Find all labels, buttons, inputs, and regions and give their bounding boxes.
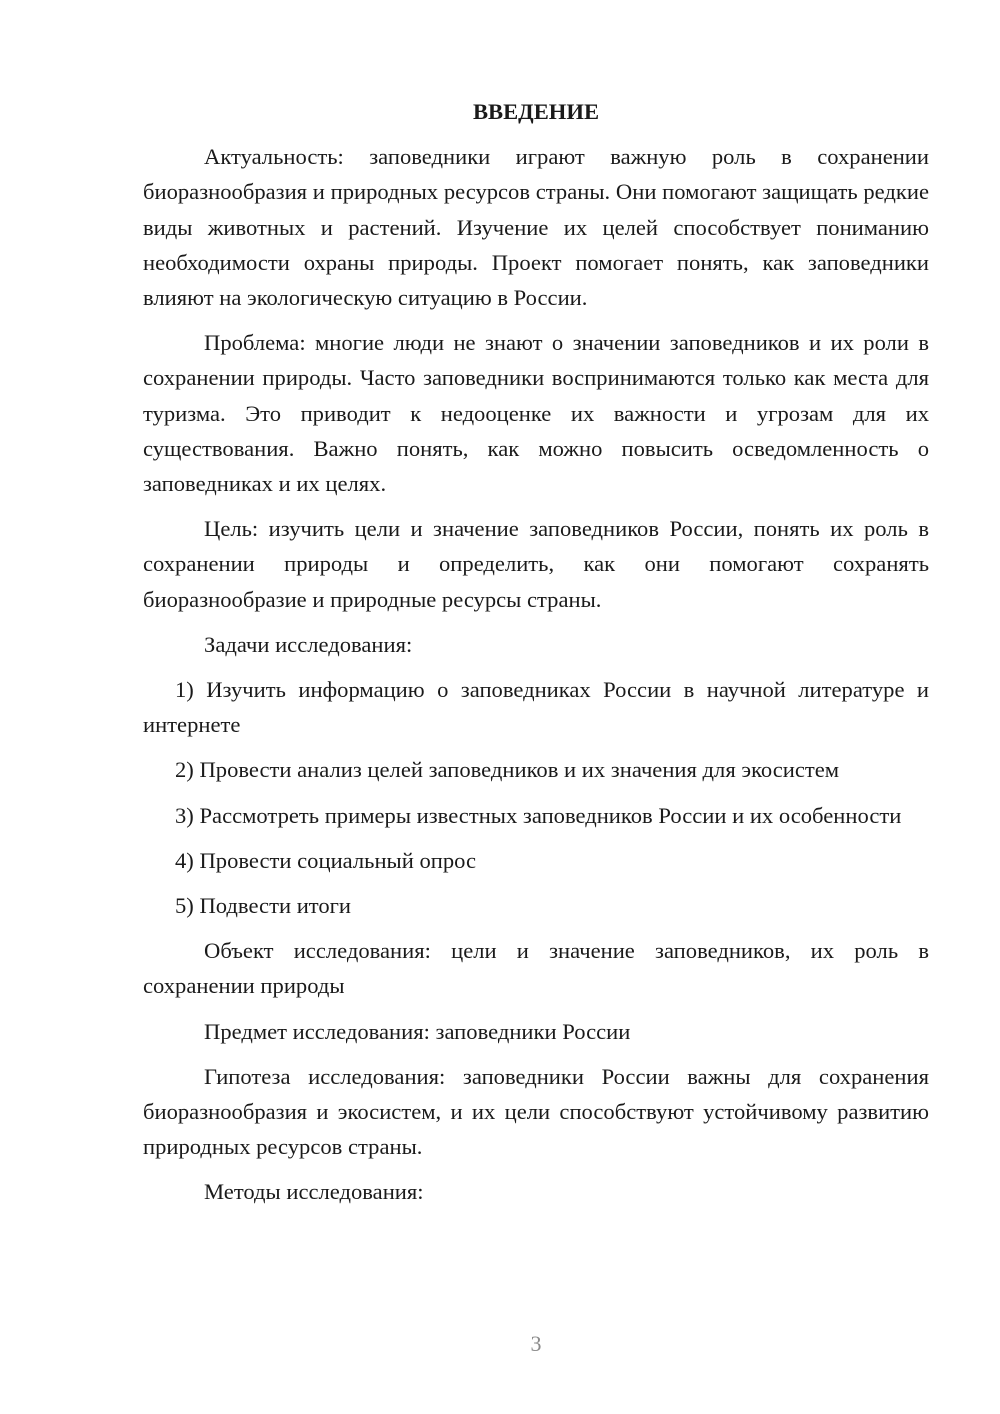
subject-paragraph: Предмет исследования: заповедники России (204, 1018, 631, 1044)
task-item-1: 1) Изучить информацию о заповедниках России в научной литературе и интернете (143, 677, 929, 738)
task-item-2: 2) Провести анализ целей заповедников и их значения для экосистем (175, 757, 840, 783)
object-paragraph: Объект исследования: цели и значение заповедников, их роль в сохранении природы (143, 938, 929, 999)
hypothesis-paragraph: Гипотеза исследования: заповедники России важны для сохранения биоразнообразия и экосистем, и их цели способствуют устойчивому развитию природных ресурсов страны. (143, 1063, 929, 1160)
relevance-paragraph: Актуальность: заповедники играют важную роль в сохранении биоразнообразия и природных ресурсов страны. Они помогают защищать редкие виды животных и растений. Изучение их целей способствует пониманию необходимости охраны природы. Проект помогает понять, как заповедники влияют на экологическую ситуацию в России. (143, 144, 929, 311)
goal-paragraph: Цель: изучить цели и значение заповедников России, понять их роль в сохранении природы и определить, как они помогают сохранять биоразнообразие и природные ресурсы страны. (143, 516, 929, 612)
task-item-5: 5) Подвести итоги (175, 893, 352, 919)
document-page (143, 94, 929, 1220)
methods-heading: Методы исследования: (204, 1179, 424, 1205)
task-item-3: 3) Рассмотреть примеры известных заповедников России и их особенности (175, 802, 902, 828)
page-title: ВВЕДЕНИЕ (472, 99, 600, 124)
problem-paragraph: Проблема: многие люди не знают о значении заповедников и их роли в сохранении природы. Часто заповедники воспринимаются только как места для туризма. Это приводит к недооценке их важности и угрозам для их существования. Важно понять, как можно повысить осведомленность о заповедниках и их целях. (143, 330, 929, 497)
task-item-4: 4) Провести социальный опрос (175, 847, 477, 873)
page-number: 3 (530, 1331, 542, 1356)
tasks-heading: Задачи исследования: (204, 631, 413, 657)
